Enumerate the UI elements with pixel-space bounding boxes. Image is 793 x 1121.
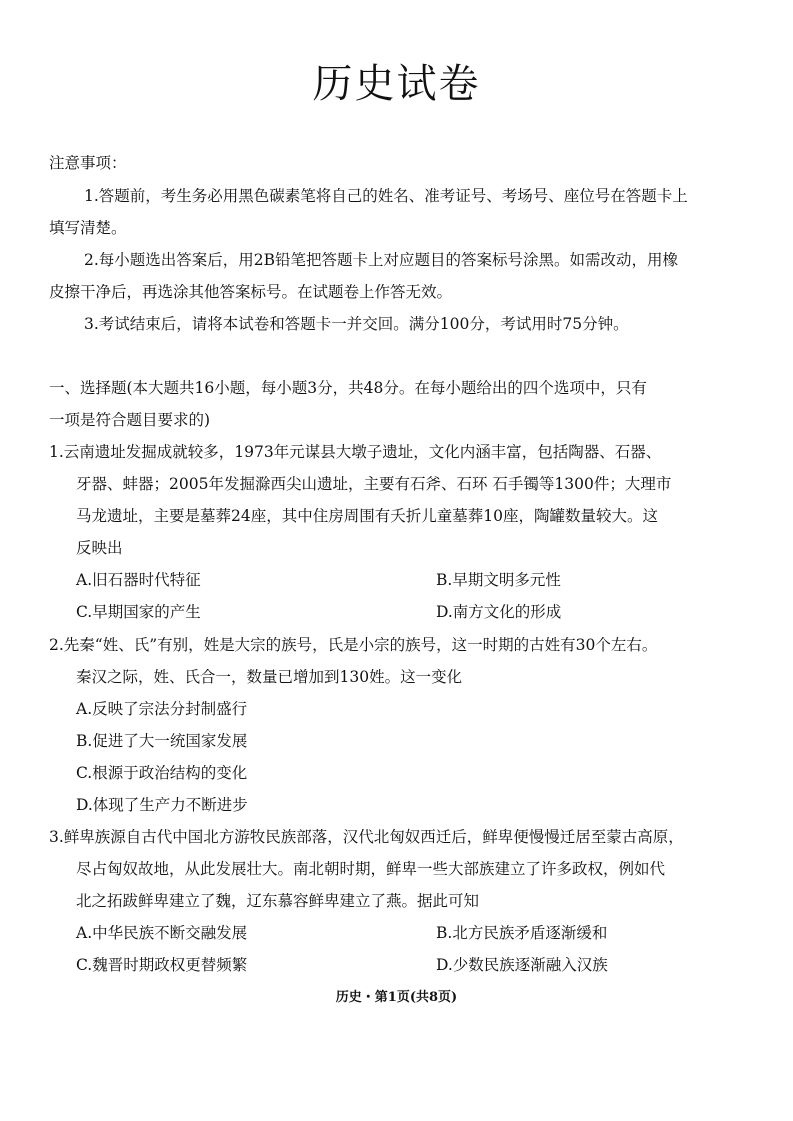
question-3-line-2: 尽占匈奴故地，从此发展壮大。南北朝时期，鲜卑一些大部族建立了许多政权，例如代 xyxy=(76,860,666,878)
section-heading-line-2: 一项是符合题目要求的) xyxy=(49,411,211,429)
question-1-line-3: 马龙遗址，主要是墓葬24座，其中住房周围有夭折儿童墓葬10座，陶罐数量较大。这 xyxy=(76,507,658,525)
notice-item-2-line-2: 皮擦干净后，再选涂其他答案标号。在试题卷上作答无效。 xyxy=(49,283,453,301)
notice-item-3-line-1: 3.考试结束后，请将本试卷和答题卡一并交回。满分100分，考试用时75分钟。 xyxy=(84,315,629,333)
question-1-line-4: 反映出 xyxy=(76,539,123,557)
question-1-line-2: 牙器、蚌器；2005年发掘滁西尖山遗址，主要有石斧、石环 石手镯等1300件；大理市 xyxy=(76,475,672,493)
notice-item-1-line-2: 填写清楚。 xyxy=(49,219,127,237)
question-2-line-2: 秦汉之际，姓、氏合一，数量已增加到130姓。这一变化 xyxy=(76,668,463,686)
question-3-line-3: 北之拓跋鲜卑建立了魏，辽东慕容鲜卑建立了燕。据此可知 xyxy=(76,892,480,910)
page-footer: 历史・第1页(共8页) xyxy=(335,990,458,1005)
notice-item-2-line-1: 2.每小题选出答案后，用2B铅笔把答题卡上对应题目的答案标号涂黑。如需改动，用橡 xyxy=(84,251,679,269)
question-1-option-b[interactable]: B.早期文明多元性 xyxy=(436,571,561,589)
notice-item-1-line-1: 1.答题前，考生务必用黑色碳素笔将自己的姓名、准考证号、考场号、座位号在答题卡上 xyxy=(84,187,688,205)
question-1-line-1: 1.云南遗址发掘成就较多，1973年元谋县大墩子遗址，文化内涵丰富，包括陶器、石器、 xyxy=(49,443,662,461)
question-2-option-d[interactable]: D.体现了生产力不断进步 xyxy=(76,796,248,814)
question-3-option-b[interactable]: B.北方民族矛盾逐渐缓和 xyxy=(436,924,608,942)
question-2-option-b[interactable]: B.促进了大一统国家发展 xyxy=(76,732,248,750)
page-title: 历史试卷 xyxy=(312,61,481,107)
question-2-option-a[interactable]: A.反映了宗法分封制盛行 xyxy=(76,700,248,718)
question-2-option-c[interactable]: C.根源于政治结构的变化 xyxy=(76,764,248,782)
question-1-option-c[interactable]: C.早期国家的产生 xyxy=(76,603,201,621)
notice-heading: 注意事项： xyxy=(49,154,127,172)
question-2-line-1: 2.先秦“姓、氏”有别，姓是大宗的族号，氏是小宗的族号，这一时期的古姓有30个左右。 xyxy=(49,636,658,654)
question-1-option-a[interactable]: A.旧石器时代特征 xyxy=(76,571,201,589)
question-3-option-d[interactable]: D.少数民族逐渐融入汉族 xyxy=(436,956,608,974)
question-3-option-c[interactable]: C.魏晋时期政权更替频繁 xyxy=(76,956,248,974)
question-3-line-1: 3.鲜卑族源自古代中国北方游牧民族部落，汉代北匈奴西迁后，鲜卑便慢慢迁居至蒙古高原， xyxy=(49,828,684,846)
question-1-option-d[interactable]: D.南方文化的形成 xyxy=(436,603,562,621)
section-heading-line-1: 一、选择题(本大题共16小题，每小题3分，共48分。在每小题给出的四个选项中，只有 xyxy=(49,379,647,397)
question-3-option-a[interactable]: A.中华民族不断交融发展 xyxy=(76,924,248,942)
